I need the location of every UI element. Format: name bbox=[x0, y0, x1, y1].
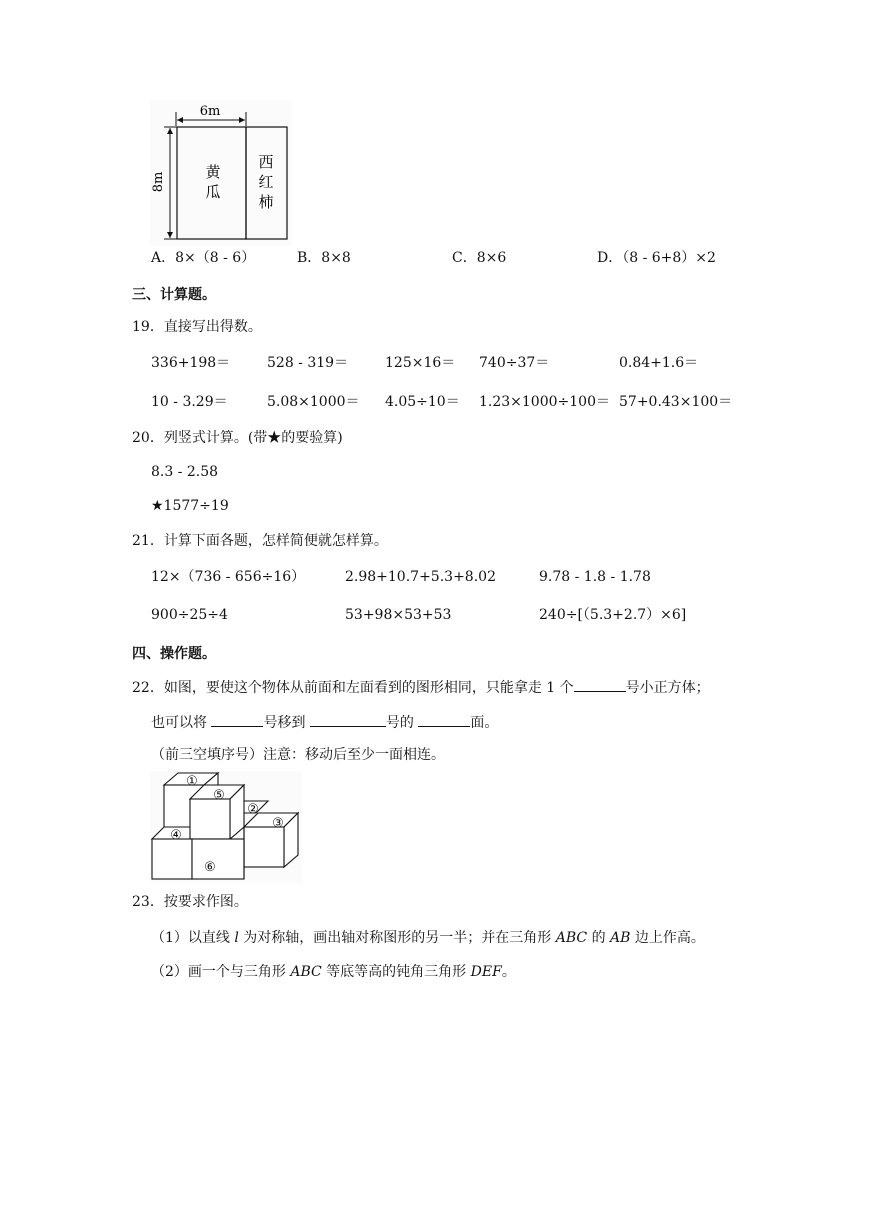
answer-blank[interactable] bbox=[310, 712, 386, 727]
cube-label-5: ⑤ bbox=[213, 788, 225, 803]
q23-part2 bbox=[151, 963, 516, 981]
cucumber-label-2: 瓜 bbox=[205, 183, 221, 201]
q19-item: 57+0.43×100＝ bbox=[619, 394, 733, 410]
option-a: A．8×（8 - 6） bbox=[151, 250, 256, 266]
q23-text: 的 bbox=[587, 930, 611, 946]
q22-text: 22．如图，要使这个物体从前面和左面看到的图形相同，只能拿走 1 个 bbox=[132, 680, 574, 696]
q22-text: 也可以将 bbox=[151, 715, 207, 731]
option-c: C．8×6 bbox=[452, 250, 507, 266]
q21-item: 53+98×53+53 bbox=[345, 607, 452, 623]
cube-label-4: ④ bbox=[170, 828, 182, 843]
tomato-label-2: 红 bbox=[258, 173, 274, 191]
q19-item: 10 - 3.29＝ bbox=[151, 394, 228, 410]
q23-text: （2）画一个与三角形 bbox=[151, 964, 291, 980]
section-heading-3: 三、计算题。 bbox=[132, 287, 216, 303]
height-label: 8m bbox=[151, 171, 166, 193]
option-b: B．8×8 bbox=[297, 250, 351, 266]
q22-note: （前三空填序号）注意：移动后至少一面相连。 bbox=[151, 747, 445, 763]
q22-text: 号小正方体； bbox=[625, 680, 710, 696]
answer-blank[interactable] bbox=[418, 712, 470, 727]
q23-part1 bbox=[151, 929, 705, 947]
section-heading-4: 四、操作题。 bbox=[132, 646, 216, 662]
q20-item: 8.3 - 2.58 bbox=[151, 464, 219, 480]
q23-text: （1）以直线 bbox=[151, 930, 235, 946]
cube-label-6: ⑥ bbox=[204, 860, 216, 875]
triangle-def: DEF bbox=[470, 964, 502, 980]
q23-text: 。 bbox=[501, 964, 516, 980]
side-ab: AB bbox=[610, 930, 631, 946]
q22-line1 bbox=[132, 677, 710, 697]
tomato-label-3: 柿 bbox=[258, 193, 274, 211]
q22-text: 号移到 bbox=[263, 715, 306, 731]
q19-item: 5.08×1000＝ bbox=[267, 394, 360, 410]
q21-item: 240÷[（5.3+2.7）×6] bbox=[539, 607, 687, 623]
cube-label-1: ① bbox=[186, 774, 198, 789]
answer-blank[interactable] bbox=[574, 677, 626, 692]
q23-title: 23．按要求作图。 bbox=[132, 894, 248, 910]
q22-text: 号的 bbox=[385, 715, 414, 731]
q19-item: 125×16＝ bbox=[385, 355, 456, 371]
answer-blank[interactable] bbox=[211, 712, 263, 727]
triangle-abc: ABC bbox=[555, 930, 588, 946]
q19-item: 4.05÷10＝ bbox=[385, 394, 460, 410]
q19-item: 528 - 319＝ bbox=[267, 355, 349, 371]
q21-item: 900÷25÷4 bbox=[151, 607, 228, 623]
cube-stack-diagram bbox=[150, 771, 302, 883]
q23-text: 等底等高的钝角三角形 bbox=[321, 964, 471, 980]
q19-title: 19．直接写出得数。 bbox=[132, 319, 262, 335]
q21-item: 12×（736 - 656÷16） bbox=[151, 569, 306, 585]
cucumber-label-1: 黄 bbox=[205, 163, 221, 181]
line-l: l bbox=[234, 930, 239, 946]
q22-line2 bbox=[151, 712, 498, 732]
cube-label-3: ③ bbox=[272, 816, 284, 831]
q23-text: 边上作高。 bbox=[630, 930, 705, 946]
cube-label-2: ② bbox=[247, 802, 259, 817]
q19-item: 0.84+1.6＝ bbox=[619, 355, 699, 371]
q19-item: 740÷37＝ bbox=[479, 355, 550, 371]
triangle-abc: ABC bbox=[290, 964, 322, 980]
q21-item: 9.78 - 1.8 - 1.78 bbox=[539, 569, 651, 585]
q20-title: 20．列竖式计算。(带★的要验算) bbox=[132, 430, 343, 446]
q23-text: 为对称轴，画出轴对称图形的另一半；并在三角形 bbox=[238, 930, 556, 946]
tomato-label-1: 西 bbox=[258, 153, 274, 171]
q20-item: ★1577÷19 bbox=[151, 498, 229, 514]
q22-text: 面。 bbox=[470, 715, 499, 731]
q19-item: 336+198＝ bbox=[151, 355, 231, 371]
q19-item: 1.23×1000÷100＝ bbox=[479, 394, 610, 410]
width-label: 6m bbox=[199, 104, 221, 119]
option-d: D．（8 - 6+8）×2 bbox=[597, 250, 716, 266]
q21-item: 2.98+10.7+5.3+8.02 bbox=[345, 569, 496, 585]
q21-title: 21．计算下面各题，怎样简便就怎样算。 bbox=[132, 533, 388, 549]
field-diagram bbox=[150, 100, 292, 246]
